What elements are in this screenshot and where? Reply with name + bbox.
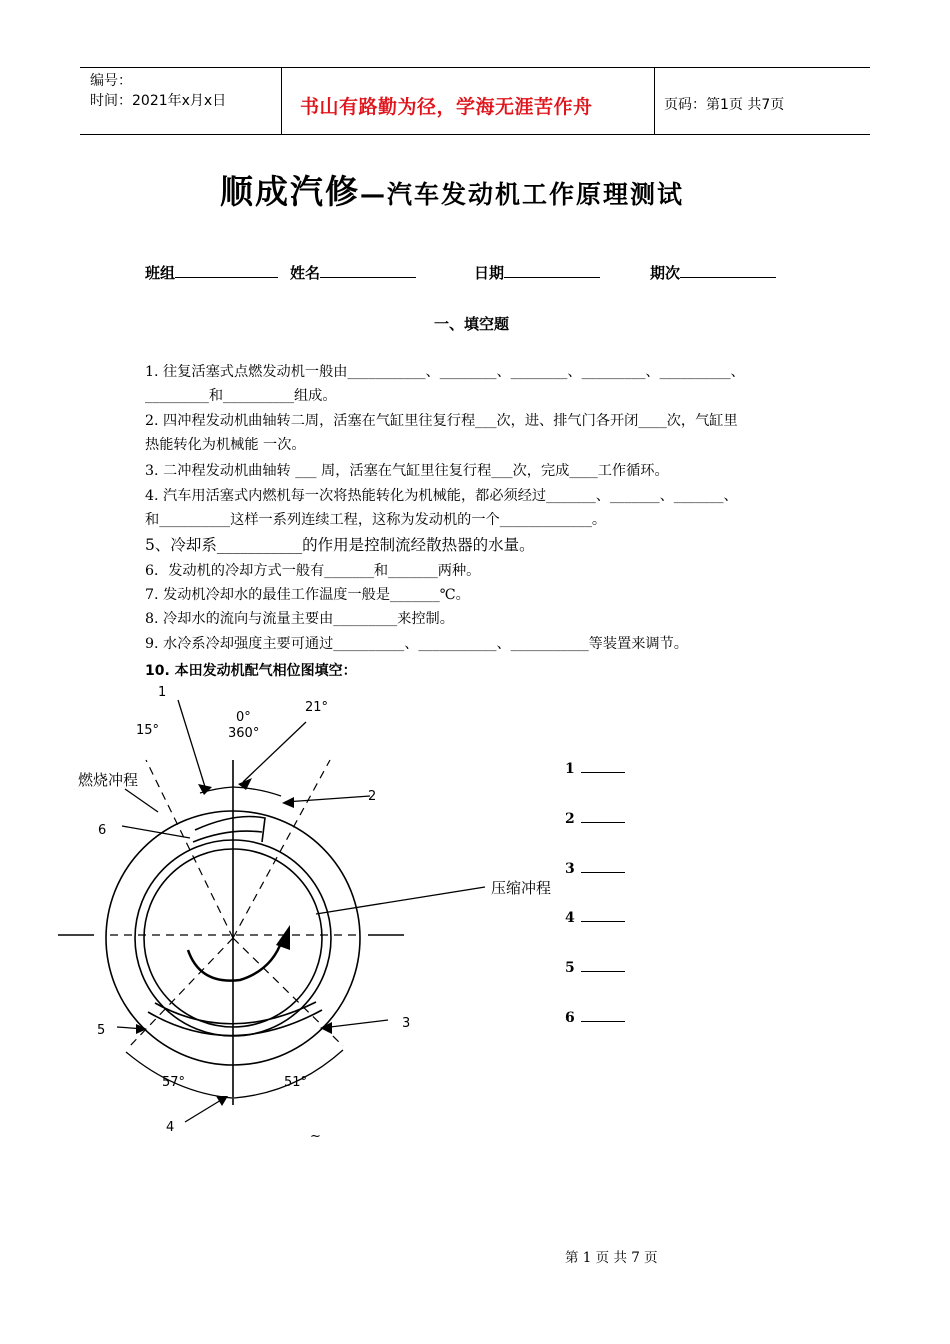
field-class-blank[interactable] bbox=[175, 263, 278, 278]
field-period-label: 期次 bbox=[650, 264, 681, 282]
diagram-dash-57 bbox=[128, 938, 233, 1048]
answer-3-blank[interactable] bbox=[581, 860, 625, 873]
answer-1 bbox=[565, 760, 625, 777]
page-footer: 第 1 页 共 7 页 bbox=[565, 1250, 658, 1266]
header-page-info: 页码：第1页 共7页 bbox=[664, 97, 785, 113]
valve-timing-diagram bbox=[50, 678, 552, 1148]
diagram-label-57deg: 57° bbox=[162, 1075, 186, 1090]
question-1-line-2: _________和__________组成。 bbox=[145, 388, 337, 404]
answer-1-blank[interactable] bbox=[581, 760, 625, 773]
header-time-label: 时间：2021年x月x日 bbox=[90, 93, 227, 109]
header-bottom-border bbox=[80, 134, 870, 135]
section-title: 一、填空题 bbox=[434, 315, 510, 333]
page-title-main: 顺成汽修 bbox=[220, 172, 360, 211]
diagram-label-51deg: 51° bbox=[284, 1075, 308, 1090]
diagram-rotation-arrow bbox=[188, 940, 282, 981]
diagram-rotation-arrowhead bbox=[276, 925, 290, 950]
answer-5 bbox=[565, 959, 625, 976]
answer-2-blank[interactable] bbox=[581, 810, 625, 823]
question-2-line-2: 热能转化为机械能 一次。 bbox=[145, 437, 306, 453]
answer-2-number: 2 bbox=[565, 811, 575, 827]
header-divider-left bbox=[281, 67, 282, 135]
answer-6 bbox=[565, 1009, 625, 1026]
question-2-line-1: 2. 四冲程发动机曲轴转二周，活塞在气缸里往复行程___次，进、排气门各开闭____次，气缸里 bbox=[145, 413, 738, 429]
diagram-leader-compression bbox=[316, 887, 485, 914]
header-motto: 书山有路勤为径，学海无涯苦作舟 bbox=[300, 96, 593, 118]
diagram-label-3: 3 bbox=[402, 1016, 411, 1031]
field-class bbox=[145, 262, 278, 283]
question-4-line-2: 和__________这样一系列连续工程，这称为发动机的一个_____________。 bbox=[145, 512, 607, 528]
answer-1-number: 1 bbox=[565, 761, 575, 777]
question-10: 10. 本田发动机配气相位图填空： bbox=[145, 663, 357, 679]
header-number-label: 编号： bbox=[90, 73, 132, 89]
field-period bbox=[650, 262, 776, 283]
answer-2 bbox=[565, 810, 625, 827]
question-8: 8. 冷却水的流向与流量主要由_________来控制。 bbox=[145, 611, 454, 627]
field-class-label: 班组 bbox=[145, 264, 176, 282]
field-period-blank[interactable] bbox=[680, 263, 776, 278]
diagram-label-4: 4 bbox=[166, 1120, 175, 1135]
diagram-arc-51 bbox=[234, 1050, 343, 1098]
field-name bbox=[290, 262, 416, 283]
diagram-arrowhead-1 bbox=[198, 784, 212, 795]
diagram-label-6: 6 bbox=[98, 823, 107, 838]
field-name-label: 姓名 bbox=[290, 264, 321, 282]
diagram-label-1: 1 bbox=[158, 685, 167, 700]
answer-4-blank[interactable] bbox=[581, 909, 625, 922]
question-3: 3. 二冲程发动机曲轴转 ___ 周，活塞在气缸里往复行程___次，完成____工作循环。 bbox=[145, 463, 669, 479]
diagram-label-21deg: 21° bbox=[305, 700, 329, 715]
field-date bbox=[474, 262, 600, 283]
diagram-dash-15 bbox=[146, 760, 233, 938]
page-title-sub: —汽车发动机工作原理测试 bbox=[360, 180, 685, 209]
answer-6-number: 6 bbox=[565, 1010, 575, 1026]
header-divider-right bbox=[654, 67, 655, 135]
diagram-label-2: 2 bbox=[368, 789, 377, 804]
diagram-leader-combustion bbox=[125, 789, 158, 812]
field-name-blank[interactable] bbox=[320, 263, 416, 278]
answer-3-number: 3 bbox=[565, 861, 575, 877]
answer-5-blank[interactable] bbox=[581, 959, 625, 972]
question-6: 6．发动机的冷却方式一般有_______和_______两种。 bbox=[145, 563, 481, 579]
field-date-label: 日期 bbox=[474, 264, 505, 282]
question-9: 9. 水冷系冷却强度主要可通过__________、___________、___________等装置来调节。 bbox=[145, 636, 688, 652]
diagram-label-0deg: 0° bbox=[236, 710, 251, 725]
diagram-arrowhead-2 bbox=[282, 797, 294, 808]
question-1-line-1: 1. 往复活塞式点燃发动机一般由___________、________、________、_________、__________、 bbox=[145, 364, 745, 380]
diagram-arc-21 bbox=[233, 787, 281, 796]
diagram-label-360deg: 360° bbox=[228, 726, 260, 741]
diagram-label-15deg: 15° bbox=[136, 723, 160, 738]
field-date-blank[interactable] bbox=[504, 263, 600, 278]
answer-3 bbox=[565, 860, 625, 877]
answer-4 bbox=[565, 909, 625, 926]
diagram-leader-2 bbox=[285, 796, 370, 802]
answer-5-number: 5 bbox=[565, 960, 575, 976]
diagram-label-combustion: 燃烧冲程 bbox=[78, 771, 139, 789]
page-title bbox=[220, 166, 684, 213]
answer-6-blank[interactable] bbox=[581, 1009, 625, 1022]
question-5: 5、冷却系___________的作用是控制流经散热器的水量。 bbox=[145, 536, 535, 554]
question-4-line-1: 4. 汽车用活塞式内燃机每一次将热能转化为机械能，都必须经过_______、_______、_______、 bbox=[145, 488, 738, 504]
diagram-label-5: 5 bbox=[97, 1023, 106, 1038]
question-7: 7. 发动机冷却水的最佳工作温度一般是_______℃。 bbox=[145, 587, 470, 603]
diagram-label-tilde: ~ bbox=[310, 1129, 321, 1144]
diagram-label-compression: 压缩冲程 bbox=[491, 879, 552, 897]
diagram-arrowhead-4 bbox=[216, 1096, 228, 1106]
answer-4-number: 4 bbox=[565, 910, 575, 926]
diagram-leader-1 bbox=[178, 700, 206, 790]
header-top-border bbox=[80, 67, 870, 68]
